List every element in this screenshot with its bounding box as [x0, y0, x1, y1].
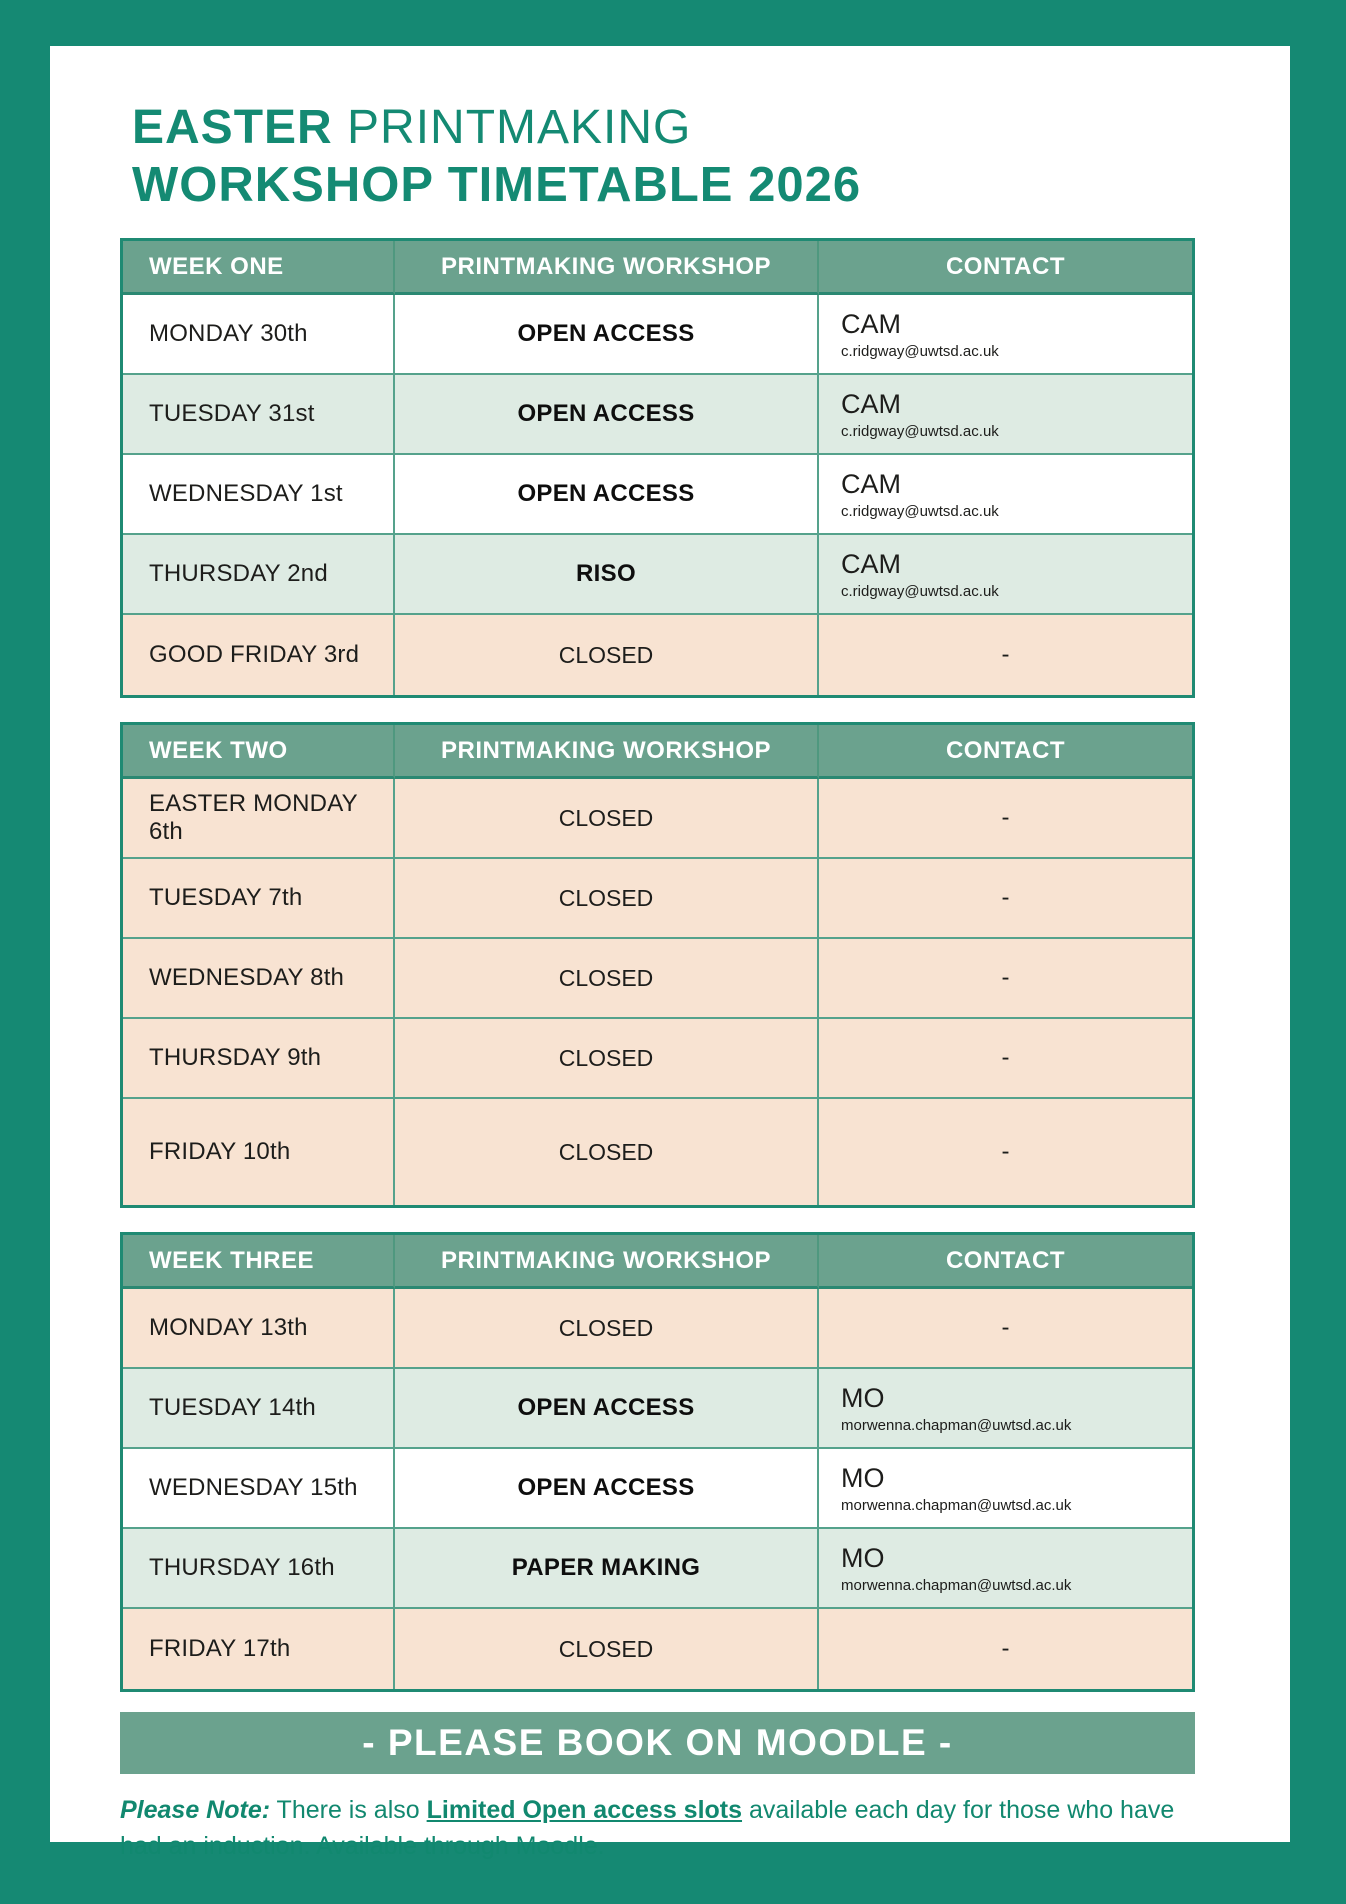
contact-name: CAM: [841, 388, 901, 419]
title-line-1: [132, 100, 1210, 156]
week-three-contact-header: CONTACT: [819, 1235, 1192, 1289]
day-cell: EASTER MONDAY 6th: [123, 779, 395, 859]
day-cell: THURSDAY 16th: [123, 1529, 395, 1609]
contact-cell: [819, 1099, 1192, 1205]
note-body-before-link: There is also: [270, 1796, 427, 1824]
week-one-header-label: WEEK ONE: [123, 241, 395, 295]
workshop-cell: CLOSED: [395, 779, 819, 859]
contact-cell: [819, 1529, 1192, 1609]
contact-name: MO: [841, 1382, 885, 1413]
contact-email: morwenna.chapman@uwtsd.ac.uk: [841, 1496, 1072, 1514]
day-cell: WEDNESDAY 15th: [123, 1449, 395, 1529]
workshop-cell: OPEN ACCESS: [395, 1449, 819, 1529]
contact-name: MO: [841, 1462, 885, 1493]
contact-name: CAM: [841, 548, 901, 579]
workshop-cell: CLOSED: [395, 859, 819, 939]
week-one-contact-header: CONTACT: [819, 241, 1192, 295]
contact-email: c.ridgway@uwtsd.ac.uk: [841, 502, 999, 520]
day-cell: FRIDAY 17th: [123, 1609, 395, 1689]
day-cell: TUESDAY 31st: [123, 375, 395, 455]
workshop-cell: CLOSED: [395, 615, 819, 695]
contact-dash: -: [1001, 804, 1010, 831]
workshop-cell: OPEN ACCESS: [395, 375, 819, 455]
contact-dash: -: [1001, 641, 1010, 668]
contact-email: morwenna.chapman@uwtsd.ac.uk: [841, 1576, 1072, 1594]
contact-email: c.ridgway@uwtsd.ac.uk: [841, 422, 999, 440]
contact-email: c.ridgway@uwtsd.ac.uk: [841, 342, 999, 360]
contact-cell: [819, 1289, 1192, 1369]
contact-cell: [819, 779, 1192, 859]
day-cell: THURSDAY 9th: [123, 1019, 395, 1099]
day-cell: GOOD FRIDAY 3rd: [123, 615, 395, 695]
contact-dash: -: [1001, 964, 1010, 991]
week-two-contact-header: CONTACT: [819, 725, 1192, 779]
timetable-week-two: [120, 722, 1195, 1208]
note-prefix: Please Note:: [120, 1796, 271, 1824]
poster-page: [50, 46, 1290, 1860]
day-cell: FRIDAY 10th: [123, 1099, 395, 1205]
poster-content: [50, 46, 1210, 1864]
note-link-text: Limited Open access slots: [426, 1796, 743, 1824]
day-cell: TUESDAY 7th: [123, 859, 395, 939]
workshop-cell: CLOSED: [395, 1099, 819, 1205]
contact-name: CAM: [841, 308, 901, 339]
title-word-easter: EASTER: [132, 101, 333, 154]
day-cell: WEDNESDAY 8th: [123, 939, 395, 1019]
contact-name: MO: [841, 1542, 885, 1573]
workshop-cell: PAPER MAKING: [395, 1529, 819, 1609]
contact-email: c.ridgway@uwtsd.ac.uk: [841, 582, 999, 600]
contact-cell: [819, 615, 1192, 695]
contact-cell: [819, 939, 1192, 1019]
contact-dash: -: [1001, 1138, 1010, 1165]
contact-cell: [819, 535, 1192, 615]
contact-cell: [819, 455, 1192, 535]
contact-cell: [819, 859, 1192, 939]
contact-cell: [819, 1019, 1192, 1099]
workshop-cell: CLOSED: [395, 1289, 819, 1369]
workshop-cell: OPEN ACCESS: [395, 295, 819, 375]
contact-cell: [819, 1609, 1192, 1689]
workshop-cell: CLOSED: [395, 939, 819, 1019]
workshop-cell: CLOSED: [395, 1019, 819, 1099]
contact-cell: [819, 375, 1192, 455]
day-cell: MONDAY 30th: [123, 295, 395, 375]
workshop-cell: OPEN ACCESS: [395, 1369, 819, 1449]
contact-name: CAM: [841, 468, 901, 499]
workshop-cell: RISO: [395, 535, 819, 615]
workshop-cell: OPEN ACCESS: [395, 455, 819, 535]
contact-dash: -: [1001, 1635, 1010, 1662]
timetable-week-three: [120, 1232, 1195, 1692]
contact-cell: [819, 295, 1192, 375]
please-note-text: [120, 1792, 1210, 1864]
day-cell: TUESDAY 14th: [123, 1369, 395, 1449]
week-three-workshop-header: PRINTMAKING WORKSHOP: [395, 1235, 819, 1289]
note-body-after-link: available each day for those who have had an induction. Available through Moodle.: [120, 1796, 1175, 1860]
timetable-week-one: [120, 238, 1195, 698]
title-word-printmaking: PRINTMAKING: [332, 101, 692, 154]
day-cell: THURSDAY 2nd: [123, 535, 395, 615]
contact-dash: -: [1001, 1044, 1010, 1071]
contact-cell: [819, 1369, 1192, 1449]
contact-email: morwenna.chapman@uwtsd.ac.uk: [841, 1416, 1072, 1434]
book-on-moodle-banner: - PLEASE BOOK ON MOODLE -: [120, 1712, 1195, 1774]
day-cell: WEDNESDAY 1st: [123, 455, 395, 535]
week-two-workshop-header: PRINTMAKING WORKSHOP: [395, 725, 819, 779]
contact-dash: -: [1001, 884, 1010, 911]
week-two-header-label: WEEK TWO: [123, 725, 395, 779]
title-line-2: WORKSHOP TIMETABLE 2026: [132, 158, 862, 212]
contact-dash: -: [1001, 1314, 1010, 1341]
page-title: [132, 100, 1210, 214]
day-cell: MONDAY 13th: [123, 1289, 395, 1369]
week-three-header-label: WEEK THREE: [123, 1235, 395, 1289]
week-one-workshop-header: PRINTMAKING WORKSHOP: [395, 241, 819, 295]
contact-cell: [819, 1449, 1192, 1529]
workshop-cell: CLOSED: [395, 1609, 819, 1689]
